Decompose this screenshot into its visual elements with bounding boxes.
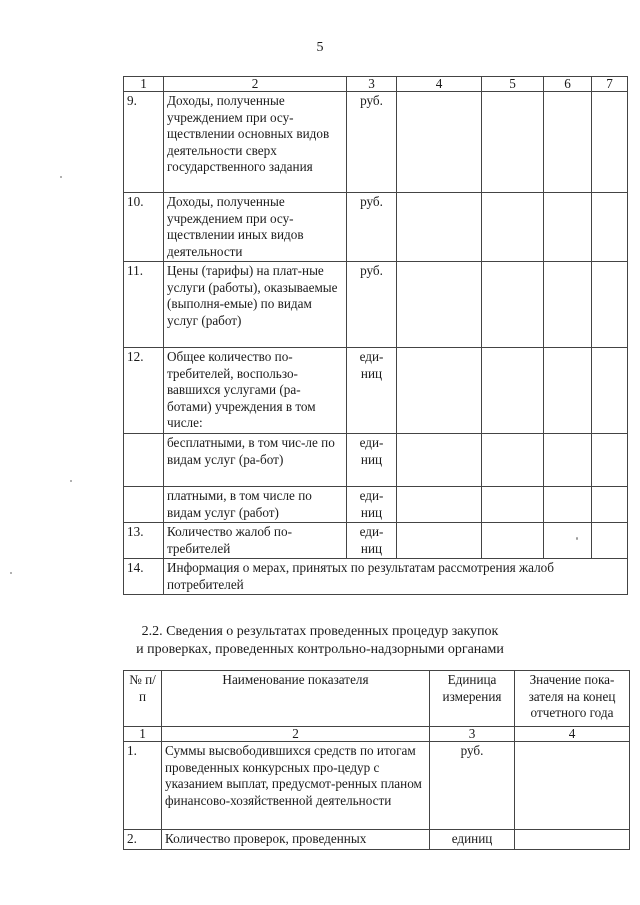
unit-cell: руб. bbox=[430, 742, 515, 830]
unit-cell: руб. bbox=[347, 92, 397, 193]
row-number: 12. bbox=[124, 348, 164, 434]
table-row bbox=[124, 92, 628, 193]
indicator-name: Общее количество по-требителей, воспользо-вавшихся услугами (ра-ботами) учреждения в том числе: bbox=[164, 348, 347, 434]
indicator-name: платными, в том числе по видам услуг (работ) bbox=[164, 487, 347, 523]
table-row bbox=[124, 434, 628, 487]
unit-cell: руб. bbox=[347, 193, 397, 262]
row-number: 9. bbox=[124, 92, 164, 193]
scan-speck bbox=[70, 480, 72, 482]
column-number: 5 bbox=[482, 77, 544, 92]
table-row bbox=[124, 559, 628, 595]
scan-speck bbox=[576, 537, 578, 540]
column-number: 4 bbox=[515, 727, 630, 742]
table-row bbox=[124, 742, 630, 830]
value-cell bbox=[592, 193, 628, 262]
row-number: 1. bbox=[124, 742, 162, 830]
value-cell bbox=[397, 348, 482, 434]
indicators-table bbox=[123, 76, 628, 595]
section-title: 2.2. Сведения о результатах проведенных процедур закупок bbox=[141, 624, 499, 639]
value-cell bbox=[482, 523, 544, 559]
row-number bbox=[124, 434, 164, 487]
column-numbers-row bbox=[124, 727, 630, 742]
indicator-name: Количество проверок, проведенных bbox=[162, 830, 430, 850]
value-cell bbox=[544, 434, 592, 487]
column-number: 2 bbox=[164, 77, 347, 92]
value-cell bbox=[397, 193, 482, 262]
column-number: 1 bbox=[124, 727, 162, 742]
value-cell bbox=[482, 434, 544, 487]
table-header-row bbox=[124, 77, 628, 92]
indicator-name: Количество жалоб по-требителей bbox=[164, 523, 347, 559]
column-header: № п/п bbox=[124, 671, 162, 727]
row-number: 11. bbox=[124, 262, 164, 348]
column-header: Единица измерения bbox=[430, 671, 515, 727]
row-number: 14. bbox=[124, 559, 164, 595]
row-number: 13. bbox=[124, 523, 164, 559]
value-cell bbox=[544, 262, 592, 348]
value-cell bbox=[482, 193, 544, 262]
value-cell bbox=[544, 487, 592, 523]
column-number: 6 bbox=[544, 77, 592, 92]
value-cell bbox=[482, 487, 544, 523]
column-number: 1 bbox=[124, 77, 164, 92]
table-row bbox=[124, 193, 628, 262]
table-row bbox=[124, 262, 628, 348]
column-header: Наименование показателя bbox=[162, 671, 430, 727]
scan-speck bbox=[60, 176, 62, 178]
value-cell bbox=[544, 348, 592, 434]
indicator-name: Доходы, полученные учреждением при осу-ществлении иных видов деятельности bbox=[164, 193, 347, 262]
value-cell bbox=[482, 92, 544, 193]
unit-cell: единиц bbox=[430, 830, 515, 850]
value-cell bbox=[544, 193, 592, 262]
value-cell bbox=[544, 92, 592, 193]
indicator-name: бесплатными, в том чис-ле по видам услуг (ра-бот) bbox=[164, 434, 347, 487]
section-title-line2: и проверках, проведенных контрольно-надзорными органами bbox=[136, 642, 504, 657]
value-cell bbox=[544, 523, 592, 559]
value-cell bbox=[397, 487, 482, 523]
unit-cell: руб. bbox=[347, 262, 397, 348]
column-header: Значение пока-зателя на конец отчетного года bbox=[515, 671, 630, 727]
value-cell bbox=[397, 523, 482, 559]
page-number: 5 bbox=[316, 40, 324, 55]
indicator-name: Информация о мерах, принятых по результатам рассмотрения жалоб потребителей bbox=[164, 559, 628, 595]
value-cell bbox=[397, 262, 482, 348]
table-row bbox=[124, 830, 630, 850]
value-cell bbox=[592, 523, 628, 559]
indicator-name: Суммы высвободившихся средств по итогам проведенных конкурсных про-цедур с указанием выплат, предусмот-ренных планом финансово-хозяйственной деятельности bbox=[162, 742, 430, 830]
value-cell bbox=[397, 92, 482, 193]
column-number: 3 bbox=[347, 77, 397, 92]
indicator-name: Цены (тарифы) на плат-ные услуги (работы), оказываемые (выполня-емые) по видам услуг (работ) bbox=[164, 262, 347, 348]
unit-cell: еди-ниц bbox=[347, 434, 397, 487]
column-number: 4 bbox=[397, 77, 482, 92]
value-cell bbox=[515, 742, 630, 830]
table-row bbox=[124, 487, 628, 523]
unit-cell: еди-ниц bbox=[347, 348, 397, 434]
table-row bbox=[124, 348, 628, 434]
value-cell bbox=[592, 348, 628, 434]
indicator-name: Доходы, полученные учреждением при осу-ществлении основных видов деятельности сверх государственного задания bbox=[164, 92, 347, 193]
scan-speck bbox=[10, 572, 12, 574]
column-number: 2 bbox=[162, 727, 430, 742]
row-number: 2. bbox=[124, 830, 162, 850]
value-cell bbox=[592, 434, 628, 487]
table-row bbox=[124, 523, 628, 559]
unit-cell: еди-ниц bbox=[347, 487, 397, 523]
procurement-table bbox=[123, 670, 630, 850]
table-header-row bbox=[124, 671, 630, 727]
column-number: 7 bbox=[592, 77, 628, 92]
row-number: 10. bbox=[124, 193, 164, 262]
value-cell bbox=[592, 92, 628, 193]
row-number bbox=[124, 487, 164, 523]
value-cell bbox=[482, 348, 544, 434]
value-cell bbox=[482, 262, 544, 348]
value-cell bbox=[592, 487, 628, 523]
column-number: 3 bbox=[430, 727, 515, 742]
value-cell bbox=[397, 434, 482, 487]
unit-cell: еди-ниц bbox=[347, 523, 397, 559]
value-cell bbox=[592, 262, 628, 348]
value-cell bbox=[515, 830, 630, 850]
